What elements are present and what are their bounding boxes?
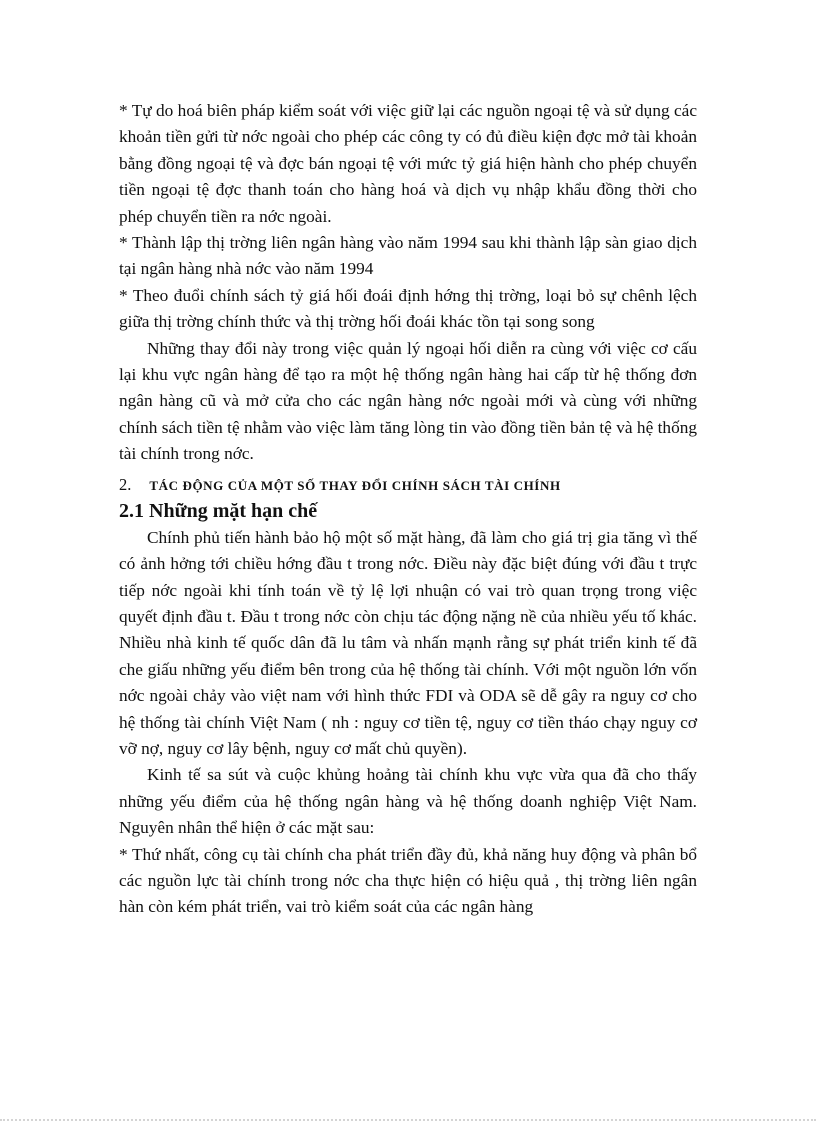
section-title: TÁC ĐỘNG CỦA MỘT SỐ THAY ĐỔI CHÍNH SÁCH TÀI CHÍNH	[149, 477, 561, 493]
page-content	[119, 98, 697, 921]
body-paragraph-crisis: Kinh tế sa sút và cuộc khủng hoảng tài chính khu vực vừa qua đã cho thấy những yếu điểm của hệ thống ngân hàng và hệ thống doanh nghiệp Việt Nam. Nguyên nhân thể hiện ở các mặt sau:	[119, 765, 697, 838]
bullet-paragraph-first-cause: * Thứ nhất, công cụ tài chính cha phát triển đầy đủ, khả năng huy động và phân bổ các nguồn lực tài chính trong nớc cha thực hiện có hiệu quả , thị trờng liên ngân hàn còn kém phát triển, vai trò kiểm soát của các ngân hàng	[119, 844, 697, 917]
section-number: 2.	[119, 474, 132, 494]
bullet-paragraph-liberalization: * Tự do hoá biên pháp kiểm soát với việc giữ lại các nguồn ngoại tệ và sử dụng các khoản tiền gửi từ nớc ngoài cho phép các công ty có đủ điều kiện đợc mở tài khoản bằng đồng ngoại tệ và đợc bán ngoại tệ với mức tỷ giá hiện hành cho phép chuyển tiền ngoại tệ đợc thanh toán cho hàng hoá và dịch vụ nhập khẩu đồng thời cho phép chuyển tiền ra nớc ngoài.	[119, 101, 697, 226]
page-bottom-divider	[0, 1119, 816, 1121]
bullet-paragraph-interbank-market: * Thành lập thị trờng liên ngân hàng vào năm 1994 sau khi thành lập sàn giao dịch tại ngân hàng nhà nớc vào năm 1994	[119, 233, 697, 279]
section-heading	[119, 474, 697, 497]
bullet-paragraph-exchange-rate: * Theo đuổi chính sách tỷ giá hối đoái định hớng thị trờng, loại bỏ sự chênh lệch giữa thị trờng chính thức và thị trờng hối đoái khác tồn tại song song	[119, 285, 697, 332]
body-paragraph-protection: Chính phủ tiến hành bảo hộ một số mặt hàng, đã làm cho giá trị gia tăng vì thế có ảnh hởng tới chiều hớng đầu t trong nớc. Điều này đặc biệt đúng với đầu t trực tiếp nớc ngoài khi tính toán về tỷ lệ lợi nhuận có vai trò quan trọng trong việc quyết định đầu t. Đầu t trong nớc còn chịu tác động nặng nề của nhiều yếu tố khác. Nhiều nhà kinh tế quốc dân đã lu tâm và nhấn mạnh rằng sự phát triển kinh tế đã che giấu những yếu điểm bên trong của hệ thống tài chính. Với một nguồn lớn vốn nớc ngoài chảy vào việt nam với hình thức FDI và ODA sẽ dễ gây ra nguy cơ cho hệ thống tài chính Việt Nam ( nh : nguy cơ tiền tệ, nguy cơ tiền tháo chạy nguy cơ vỡ nợ, nguy cơ lây bệnh, nguy cơ mất chủ quyền).	[119, 527, 697, 758]
body-paragraph-banking-restructure: Những thay đổi này trong việc quản lý ngoại hối diễn ra cùng với việc cơ cấu lại khu vực ngân hàng để tạo ra một hệ thống ngân hàng hai cấp từ hệ thống đơn ngân hàng cũ và mở cửa cho các ngân hàng nớc ngoài mới và cùng với những chính sách tiền tệ nhằm vào việc làm tăng lòng tin vào đồng tiền bản tệ và hệ thống tài chính trong nớc.	[119, 338, 697, 464]
subsection-heading: 2.1 Những mặt hạn chế	[119, 499, 318, 522]
